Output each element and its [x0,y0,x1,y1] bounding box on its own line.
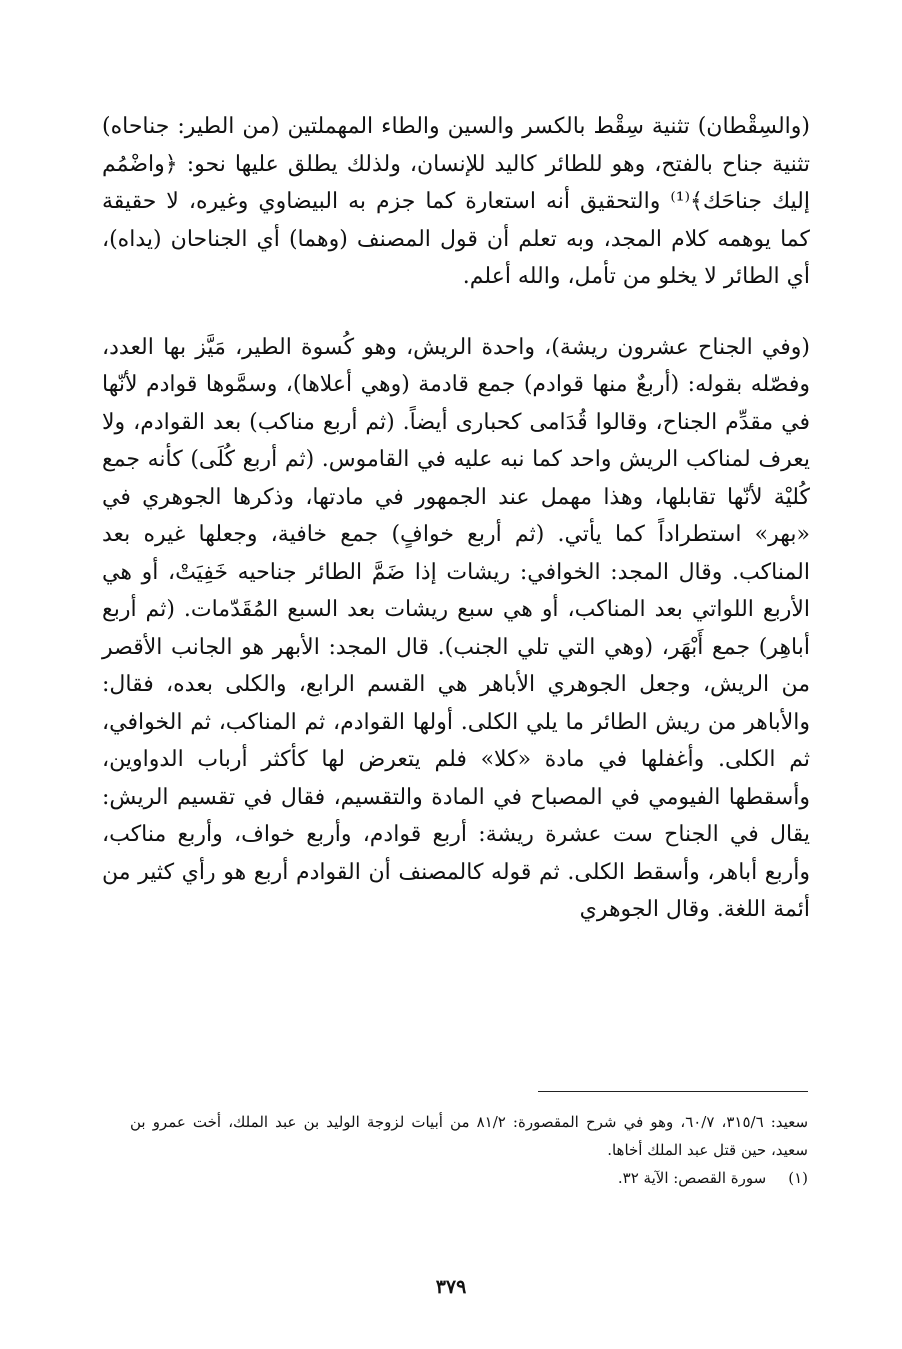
footnote-1 [130,1164,808,1192]
footnote-1-marker: (١) [788,1169,808,1187]
footnote-continuation: سعيد: ٣١٥/٦، ٦٠/٧، وهو في شرح المقصورة: ٨١/٢ من أبيات لزوجة الوليد بن عبد الملك، أخت عمرو بن سعيد، حين قتل عبد الملك أخاها. [130,1113,809,1159]
footnote-1-text: سورة القصص: الآية ٣٢. [617,1169,767,1187]
paragraph-wing-dual: (والسِقْطان) تثنية سِقْط بالكسر والسين والطاء المهملتين (من الطير: جناحاه) تثنية جناح بالفتح، وهو للطائر كاليد للإنسان، ولذلك يطلق عليها نحو: ﴿واضْمُم إليك جناحَك﴾⁽¹⁾ والتحقيق أنه استعارة كما جزم به البيضاوي وغيره، لا حقيقة كما يوهمه كلام المجد، وبه تعلم أن قول المصنف (وهما) أي الجناحان (يداه)، أي الطائر لا يخلو من تأمل، والله أعلم. [102,114,810,289]
paragraph-wing-feathers: (وفي الجناح عشرون ريشة)، واحدة الريش، وهو كُسوة الطير، مَيَّز بها العدد، وفصّله بقوله: (أربعٌ منها قوادم) جمع قادمة (وهي أعلاها)، وسمَّوها قوادم لأنّها في مقدِّم الجناح، وقالوا قُدَامى كحبارى أيضاً. (ثم أربع مناكب) بعد القوادم، ولا يعرف لمناكب الريش واحد كما نبه عليه في القاموس. (ثم أربع كُلَى) كأنه جمع كُليْة لأنّها تقابلها، وهذا مهمل عند الجمهور في مادتها، وذكرها الجوهري في «بهر» استطراداً كما يأتي. (ثم أربع خوافٍ) جمع خافية، وجعلها غيره بعد المناكب. وقال المجد: الخوافي: ريشات إذا ضَمَّ الطائر جناحيه خَفِيَتْ، أو هي الأربع اللواتي بعد المناكب، أو هي سبع ريشات بعد السبع المُقَدّمات. (ثم أربع أباهِر) جمع أَبْهَر، (وهي التي تلي الجنب). قال المجد: الأبهر هو الجانب الأقصر من الريش، وجعل الجوهري الأباهر هي القسم الرابع، والكلى بعده، فقال: والأباهر من ريش الطائر ما يلي الكلى. أولها القوادم، ثم المناكب، ثم الخوافي، ثم الكلى. وأغفلها في مادة «كلا» فلم يتعرض لها كأكثر أرباب الدواوين، وأسقطها الفيومي في المصباح في المادة والتقسيم، فقال في تقسيم الريش: يقال في الجناح ست عشرة ريشة: أربع قوادم، وأربع خواف، وأربع مناكب، وأربع أباهر، وأسقط الكلى. ثم قوله كالمصنف أن القوادم أربع هو رأي كثير من أئمة اللغة. وقال الجوهري [102,334,810,922]
footnotes [130,1108,808,1192]
footnote-divider [538,1091,808,1092]
page-number: ٣٧٩ [435,1276,467,1298]
page-body [102,108,810,929]
